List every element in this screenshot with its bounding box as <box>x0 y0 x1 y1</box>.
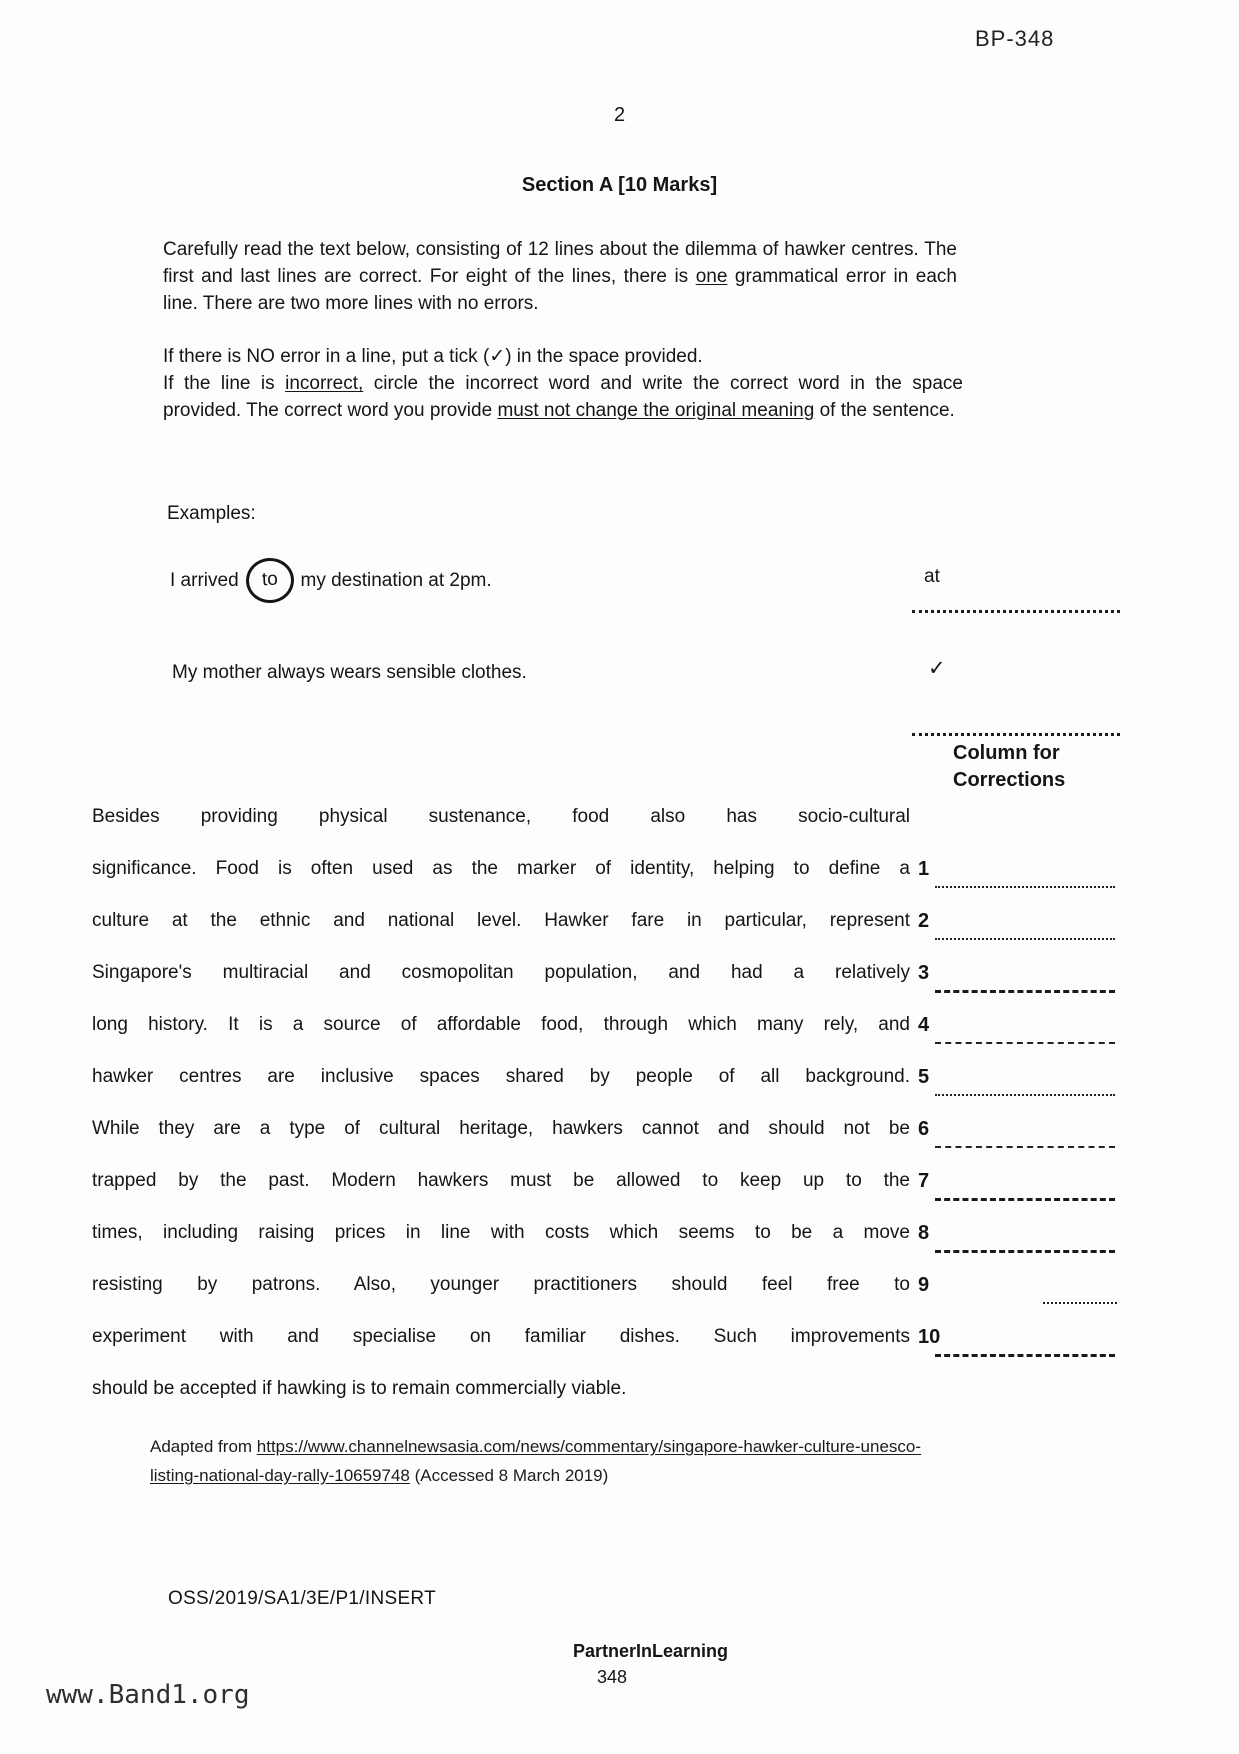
correction-line-10 <box>935 1351 1115 1357</box>
correction-line-2 <box>935 935 1115 940</box>
passage-line-9: resisting by patrons. Also, younger practitioners should feel free to <box>92 1274 910 1295</box>
attribution-pre: Adapted from <box>150 1437 257 1456</box>
line-number-7: 7 <box>918 1170 930 1192</box>
correction-line-5 <box>935 1091 1115 1096</box>
line-number-8: 8 <box>918 1222 930 1244</box>
correction-line-8 <box>935 1247 1115 1253</box>
page-number: 2 <box>613 104 626 126</box>
line-number-3: 3 <box>918 962 930 984</box>
corrections-column-header <box>953 740 1113 794</box>
passage-line-1: significance. Food is often used as the marker of identity, helping to define a <box>92 858 910 879</box>
section-title: Section A [10 Marks] <box>521 174 718 196</box>
passage-line-11: should be accepted if hawking is to remain commercially viable. <box>92 1378 627 1399</box>
line-number-6: 6 <box>918 1118 930 1140</box>
instr1-pre: Carefully read the text below, consisting of 12 lines about the dilemma of hawker centres. The first and last lines are correct. For eight of the lines, there is <box>163 239 957 287</box>
instr2-post: of the sentence. <box>814 400 955 421</box>
example-2-tick: ✓ <box>928 657 946 680</box>
example-2-answer-line <box>912 730 1120 736</box>
example-2-sentence: My mother always wears sensible clothes. <box>172 662 527 683</box>
instr2-pre: If the line is <box>163 373 286 394</box>
passage-line-5: hawker centres are inclusive spaces shared by people of all background. <box>92 1066 910 1087</box>
examples-label: Examples: <box>167 503 256 524</box>
line-number-9: 9 <box>918 1274 930 1296</box>
instructions-paragraph-2 <box>163 343 963 424</box>
instr2-line1: If there is NO error in a line, put a tick (✓) in the space provided. <box>163 346 703 367</box>
correction-line-9 <box>1043 1299 1117 1304</box>
example-1-correction: at <box>924 566 940 587</box>
corrections-header-line2: Corrections <box>953 769 1066 791</box>
example-1-sentence <box>170 558 492 603</box>
passage-line-8: times, including raising prices in line with costs which seems to be a move <box>92 1222 910 1243</box>
passage-line-4: long history. It is a source of affordable food, through which many rely, and <box>92 1014 910 1035</box>
instructions-paragraph-1 <box>163 236 957 317</box>
correction-line-4 <box>935 1039 1115 1044</box>
example-1-pre: I arrived <box>170 569 239 591</box>
example-1-circled-word: to <box>244 557 294 604</box>
instr2-underlined-meaning: must not change the original meaning <box>497 400 815 421</box>
corrections-header-line1: Column for <box>953 742 1060 764</box>
attribution-url: https://www.channelnewsasia.com/news/commentary/singapore-hawker-culture-unesco-listing-national-day-rally-10659748 <box>150 1437 922 1485</box>
line-number-4: 4 <box>918 1014 930 1036</box>
line-number-10: 10 <box>918 1326 941 1348</box>
line-number-1: 1 <box>918 858 930 880</box>
instr2-mid: circle the incorrect word and write the correct word in the space provided. The correct word you provide <box>163 373 963 421</box>
line-number-5: 5 <box>918 1066 930 1088</box>
correction-line-6 <box>935 1143 1115 1148</box>
instr2-underlined-incorrect: incorrect, <box>285 373 364 394</box>
passage-line-3: Singapore's multiracial and cosmopolitan population, and had a relatively <box>92 962 910 983</box>
partner-page-number: 348 <box>597 1667 628 1687</box>
attribution-post: (Accessed 8 March 2019) <box>409 1466 609 1485</box>
example-1-answer-line <box>912 607 1120 613</box>
instr1-underlined-one: one <box>695 266 728 287</box>
correction-line-3 <box>935 987 1115 993</box>
bp-code: BP-348 <box>975 26 1055 51</box>
partner-in-learning-label: PartnerInLearning <box>573 1641 729 1661</box>
correction-line-7 <box>935 1195 1115 1201</box>
passage-line-2: culture at the ethnic and national level. Hawker fare in particular, represent <box>92 910 910 931</box>
passage-line-6: While they are a type of cultural heritage, hawkers cannot and should not be <box>92 1118 910 1139</box>
passage-line-10: experiment with and specialise on familiar dishes. Such improvements <box>92 1326 910 1347</box>
example-1-post: my destination at 2pm. <box>300 569 492 591</box>
band1-watermark: www.Band1.org <box>46 1680 250 1710</box>
passage-line-7: trapped by the past. Modern hawkers must be allowed to keep up to the <box>92 1170 910 1191</box>
source-attribution <box>150 1432 968 1490</box>
line-number-2: 2 <box>918 910 930 932</box>
document-code: OSS/2019/SA1/3E/P1/INSERT <box>168 1588 437 1609</box>
passage-line-0: Besides providing physical sustenance, food also has socio-cultural <box>92 806 910 827</box>
correction-line-1 <box>935 883 1115 888</box>
instr1-post: grammatical error in each line. There are two more lines with no errors. <box>163 266 957 314</box>
